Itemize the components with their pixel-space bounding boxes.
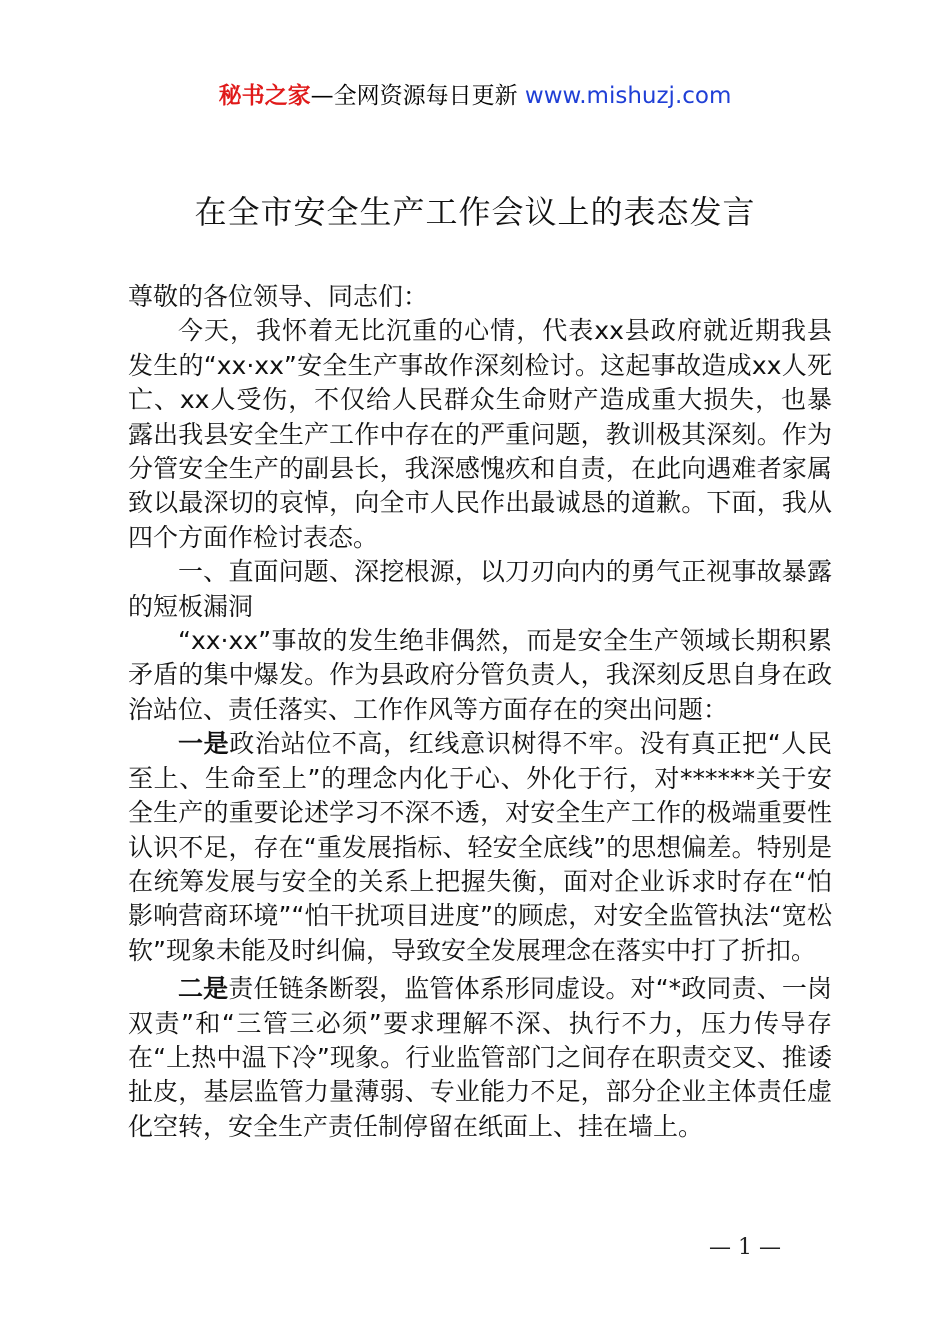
paragraph-intro: 今天，我怀着无比沉重的心情，代表xx县政府就近期我县发生的“xx·xx”安全生产事故作深刻检讨。这起事故造成xx人死亡、xx人受伤，不仅给人民群众生命财产造成重大损失，也暴露出我县安全生产工作中存在的严重问题，教训极其深刻。作为分管安全生产的副县长，我深感愧疚和自责，在此向遇难者家属致以最深切的哀悼，向全市人民作出最诚恳的道歉。下面，我从四个方面作检讨表态。 <box>128 316 832 552</box>
site-url-link[interactable]: www.mishuzj.com <box>524 83 732 109</box>
point-1-text: 政治站位不高，红线意识树得不牢。没有真正把“人民至上、生命至上”的理念内化于心、外化于行，对******关于安全生产的重要论述学习不深不透，对安全生产工作的极端重要性认识不足，存在“重发展指标、轻安全底线”的思想偏差。特别是在统筹发展与安全的关系上把握失衡，面对企业诉求时存在“怕影响营商环境”“怕干扰项目进度”的顾虑，对安全监管执法“宽松软”现象未能及时纠偏，导致安全发展理念在落实中打了折扣。 <box>128 729 832 965</box>
section-heading-1: 一、直面问题、深挖根源，以刀刃向内的勇气正视事故暴露的短板漏洞 <box>128 557 832 621</box>
point-2-lead: 二是 <box>178 974 229 1004</box>
paragraph-point-2 <box>128 972 832 1144</box>
salutation: 尊敬的各位领导、同志们： <box>128 282 429 311</box>
site-brand: 秘书之家 <box>218 83 311 109</box>
page-number: — 1 — <box>709 1235 781 1260</box>
site-header <box>0 80 950 112</box>
paragraph-reflection: “xx·xx”事故的发生绝非偶然，而是安全生产领域长期积累矛盾的集中爆发。作为县政府分管负责人，我深刻反思自身在政治站位、责任落实、工作作风等方面存在的突出问题： <box>128 626 832 724</box>
document-body <box>128 280 832 1144</box>
paragraph-point-1 <box>128 727 832 968</box>
point-2-text: 责任链条断裂，监管体系形同虚设。对“*政同责、一岗双责”和“三管三必须”要求理解不深、执行不力，压力传导存在“上热中温下冷”现象。行业监管部门之间存在职责交叉、推诿扯皮，基层监管力量薄弱、专业能力不足，部分企业主体责任虚化空转，安全生产责任制停留在纸面上、挂在墙上。 <box>128 974 832 1141</box>
site-tagline: —全网资源每日更新 <box>310 83 525 109</box>
document-title: 在全市安全生产工作会议上的表态发言 <box>194 193 756 231</box>
point-1-lead: 一是 <box>178 729 230 759</box>
